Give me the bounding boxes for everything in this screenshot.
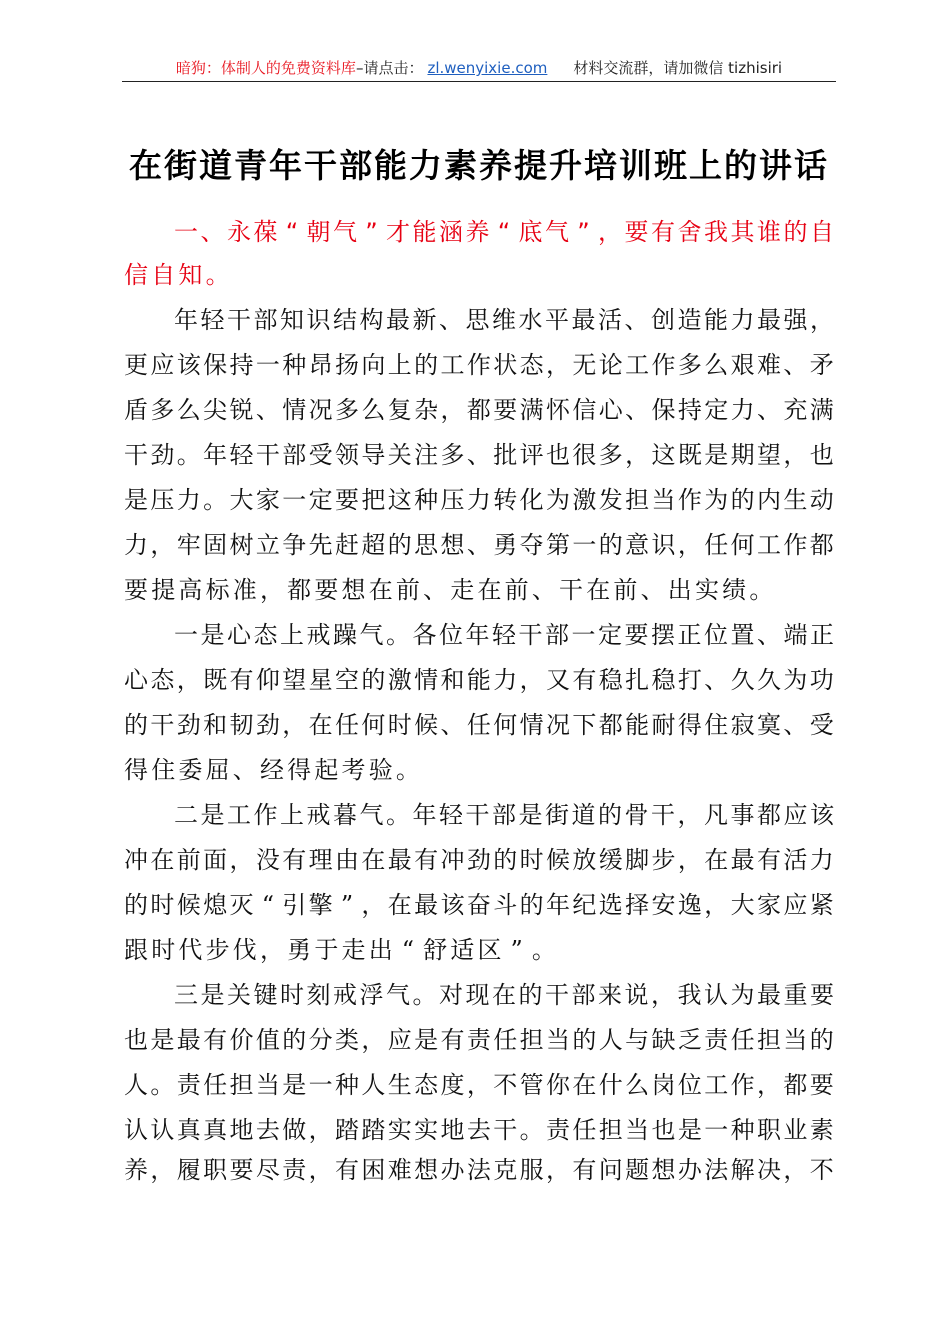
paragraph-line: 年 轻 干 部 知 识 结 构 最 新 、 思 维 水 平 最 活 、 创 造 能 力 最 强 ， [174,306,834,334]
page-header-banner [122,57,836,79]
paragraph-line: 心 态 ， 既 有 仰 望 星 空 的 激 情 和 能 力 ， 又 有 稳 扎 稳 打 、 久 久 为 功 [124,666,834,694]
paragraph-line: 冲 在 前 面 ， 没 有 理 由 在 最 有 冲 劲 的 时 候 放 缓 脚 步 ， 在 最 有 活 力 [124,846,834,874]
paragraph-line: 人 。 责 任 担 当 是 一 种 人 生 态 度 ， 不 管 你 在 什 么 岗 位 工 作 ， 都 要 [124,1071,834,1099]
paragraph-line: 更 应 该 保 持 一 种 昂 扬 向 上 的 工 作 状 态 ， 无 论 工 作 多 么 艰 难 、 矛 [124,351,834,379]
section-heading-line: 一 、 永 葆 “ 朝 气 ” 才 能 涵 养 “ 底 气 ” ， 要 有 舍 我 其 谁 的 自 [174,218,834,246]
section-heading-line: 信 自 知 。 [124,261,230,289]
website-link[interactable]: zl.wenyixie.com [427,59,548,77]
promo-prompt: –请点击： [355,59,424,77]
header-divider [122,81,836,82]
paragraph-line: 跟 时 代 步 伐 ， 勇 于 走 出 “ 舒 适 区 ” 。 [124,936,556,964]
paragraph-line: 的 干 劲 和 韧 劲 ， 在 任 何 时 候 、 任 何 情 况 下 都 能 耐 得 住 寂 寞 、 受 [124,711,834,739]
paragraph-line: 认 认 真 真 地 去 做 ， 踏 踏 实 实 地 去 干 。 责 任 担 当 也 是 一 种 职 业 素 [124,1116,834,1144]
paragraph-line: 得 住 委 屈 、 经 得 起 考 验 。 [124,756,420,784]
paragraph-line: 养 ， 履 职 要 尽 责 ， 有 困 难 想 办 法 克 服 ， 有 问 题 想 办 法 解 决 ， 不 [124,1156,834,1184]
paragraph-line: 一 是 心 态 上 戒 躁 气 。 各 位 年 轻 干 部 一 定 要 摆 正 位 置 、 端 正 [174,621,834,649]
paragraph-line: 要 提 高 标 准 ， 都 要 想 在 前 、 走 在 前 、 干 在 前 、 出 实 绩 。 [124,576,774,604]
paragraph-line: 的 时 候 熄 灭 “ 引 擎 ” ， 在 最 该 奋 斗 的 年 纪 选 择 安 逸 ， 大 家 应 紧 [124,891,834,919]
paragraph-line: 是 压 力 。 大 家 一 定 要 把 这 种 压 力 转 化 为 激 发 担 当 作 为 的 内 生 动 [124,486,834,514]
paragraph-line: 也 是 最 有 价 值 的 分 类 ， 应 是 有 责 任 担 当 的 人 与 缺 乏 责 任 担 当 的 [124,1026,834,1054]
contact-text: 材料交流群，请加微信 tizhisiri [573,59,783,77]
paragraph-line: 二 是 工 作 上 戒 暮 气 。 年 轻 干 部 是 街 道 的 骨 干 ， 凡 事 都 应 该 [174,801,834,829]
paragraph-line: 力 ， 牢 固 树 立 争 先 赶 超 的 思 想 、 勇 夺 第 一 的 意 识 ， 任 何 工 作 都 [124,531,834,559]
paragraph-line: 三 是 关 键 时 刻 戒 浮 气 。 对 现 在 的 干 部 来 说 ， 我 认 为 最 重 要 [174,981,834,1009]
paragraph-line: 盾 多 么 尖 锐 、 情 况 多 么 复 杂 ， 都 要 满 怀 信 心 、 保 持 定 力 、 充 满 [124,396,834,424]
document-title: 在街道青年干部能力素养提升培训班上的讲话 [129,146,829,185]
promo-text: 暗狗：体制人的免费资料库 [175,59,356,77]
paragraph-line: 干 劲 。 年 轻 干 部 受 领 导 关 注 多 、 批 评 也 很 多 ， 这 既 是 期 望 ， 也 [124,441,834,469]
